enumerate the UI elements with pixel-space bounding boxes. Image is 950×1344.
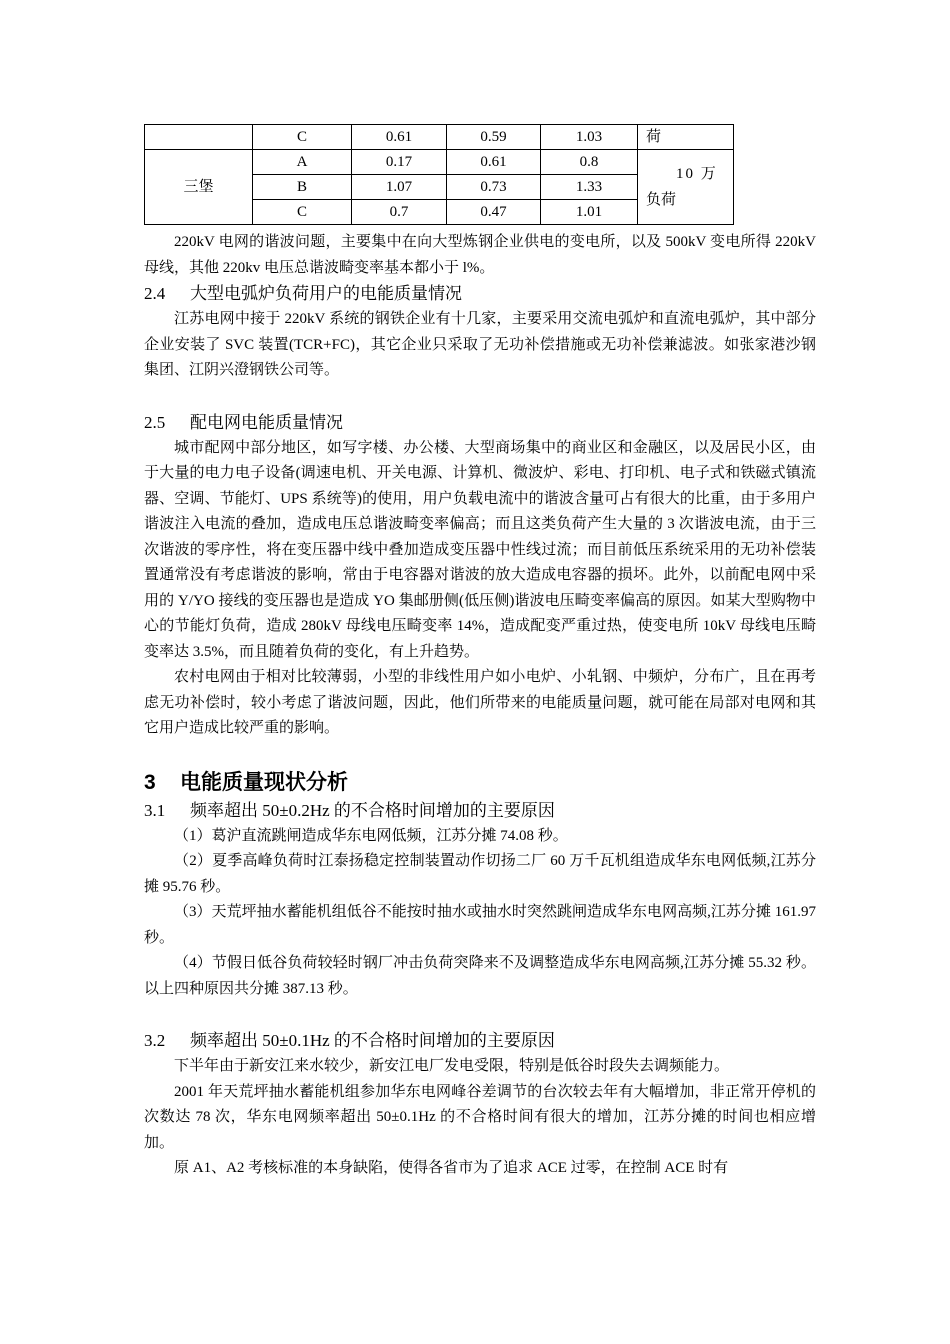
paragraph-2-5-rural: 农村电网由于相对比较薄弱，小型的非线性用户如小电炉、小轧钢、中频炉，分布广，且在再考虑无功补偿时，较小考虑了谐波问题，因此，他们所带来的电能质量问题，就可能在局部对电网和其它用户造成比较严重的影响。 xyxy=(144,669,816,736)
chapter-number: 3 xyxy=(144,770,156,794)
list-item: （2）夏季高峰负荷时江泰扬稳定控制装置动作切扬二厂 60 万千瓦机组造成华东电网低频,江苏分摊 95.76 秒。 xyxy=(144,853,816,895)
section-title: 频率超出 50±0.1Hz 的不合格时间增加的主要原因 xyxy=(190,1031,555,1050)
paragraph-2-5-urban: 城市配网中部分地区，如写字楼、办公楼、大型商场集中的商业区和金融区，以及居民小区，由于大量的电力电子设备(调速电机、开关电源、计算机、微波炉、彩电、打印机、电子式和铁磁式镇流器、空调、节能灯、UPS 系统等)的使用，用户负载电流中的谐波含量可占有很大的比重，由于多用户谐波注入电流的叠加，造成电压总谐波畸变率偏高；而且这类负荷产生大量的 3 次谐波电流，由于三次谐波的零序性，将在变压器中线中叠加造成变压器中性线过流；而目前低压系统采用的无功补偿装置通常没有考虑谐波的影响，常由于电容器对谐波的放大造成电容器的损坏。此外，以前配电网中采用的 Y/YO 接线的变压器也是造成 YO 集邮册侧(低压侧)谐波电压畸变率偏高的原因。如某大型购物中心的节能灯负荷，造成 280kV 母线电压畸变率 14%，造成配变严重过热，使变电所 10kV 母线电压畸变率达 3.5%，而且随着负荷的变化，有上升趋势。 xyxy=(144,439,816,660)
table-cell-value: 0.17 xyxy=(352,150,447,175)
paragraph-3-2-ace: 原 A1、A2 考核标准的本身缺陷，使得各省市为了追求 ACE 过零，在控制 ACE 时有 xyxy=(174,1160,729,1176)
table-cell-value: 0.61 xyxy=(447,150,541,175)
table-cell-value: 0.47 xyxy=(447,200,541,225)
section-heading-3-1 xyxy=(144,798,816,824)
table-cell-value: 0.7 xyxy=(352,200,447,225)
table-cell-value: 0.59 xyxy=(447,125,541,150)
section-number: 2.5 xyxy=(144,412,166,432)
table-cell-value: 0.61 xyxy=(352,125,447,150)
table-row xyxy=(145,150,734,175)
table-cell-value: 1.07 xyxy=(352,175,447,200)
chapter-title: 电能质量现状分析 xyxy=(180,770,348,794)
table-cell-note: 荷 xyxy=(638,125,734,150)
table-cell-phase: C xyxy=(253,200,352,225)
list-item: （4）节假日低谷负荷较轻时钢厂冲击负荷突降来不及调整造成华东电网高频,江苏分摊 55.32 秒。以上四种原因共分摊 387.13 秒。 xyxy=(144,955,816,997)
table-cell-value: 1.33 xyxy=(541,175,638,200)
table-cell-value: 1.03 xyxy=(541,125,638,150)
harmonic-table xyxy=(144,124,734,225)
table-cell-value: 1.01 xyxy=(541,200,638,225)
section-title: 配电网电能质量情况 xyxy=(190,412,343,432)
section-number: 3.1 xyxy=(144,800,166,820)
note-line-2: 负荷 xyxy=(646,192,677,208)
table-cell-phase: A xyxy=(253,150,352,175)
list-item: （3）天荒坪抽水蓄能机组低谷不能按时抽水或抽水时突然跳闸造成华东电网高频,江苏分摊 161.97 秒。 xyxy=(144,904,816,946)
table-cell-value: 0.8 xyxy=(541,150,638,175)
paragraph-220kv: 220kV 电网的谐波问题，主要集中在向大型炼钢企业供电的变电所，以及 500kV 变电所得 220kV 母线，其他 220kv 电压总谐波畸变率基本都小于 l%。 xyxy=(144,234,816,276)
section-heading-2-5 xyxy=(144,410,816,436)
table-cell-phase: C xyxy=(253,125,352,150)
document-body xyxy=(144,230,816,1182)
section-title: 大型电弧炉负荷用户的电能质量情况 xyxy=(190,284,462,303)
table-cell-phase: B xyxy=(253,175,352,200)
section-heading-2-4 xyxy=(144,281,816,307)
section-number: 2.4 xyxy=(144,284,166,303)
paragraph-3-2-xinanjiang: 下半年由于新安江来水较少，新安江电厂发电受限，特别是低谷时段失去调频能力。 xyxy=(174,1058,730,1074)
list-item: （1）葛沪直流跳闸造成华东电网低频，江苏分摊 74.08 秒。 xyxy=(174,827,568,844)
section-title: 频率超出 50±0.2Hz 的不合格时间增加的主要原因 xyxy=(190,800,555,820)
table-cell-value: 0.73 xyxy=(447,175,541,200)
table-row xyxy=(145,125,734,150)
table-cell-station: 三堡 xyxy=(145,150,253,225)
section-number: 3.2 xyxy=(144,1031,166,1050)
chapter-heading-3 xyxy=(144,768,816,798)
note-line-1: 10 万 xyxy=(676,166,718,182)
table-cell-note xyxy=(638,150,734,225)
paragraph-2-4: 江苏电网中接于 220kV 系统的钢铁企业有十几家，主要采用交流电弧炉和直流电弧炉，其中部分企业安装了 SVC 装置(TCR+FC)，其它企业只采取了无功补偿措施或无功补偿兼滤波。如张家港沙钢集团、江阴兴澄钢铁公司等。 xyxy=(144,311,816,378)
table-cell-station xyxy=(145,125,253,150)
section-heading-3-2 xyxy=(144,1028,816,1054)
paragraph-3-2-tianhuangping: 2001 年天荒坪抽水蓄能机组参加华东电网峰谷差调节的台次较去年有大幅增加，非正常开停机的次数达 78 次，华东电网频率超出 50±0.1Hz 的不合格时间有很大的增加，江苏分摊的时间也相应增加。 xyxy=(144,1083,816,1151)
